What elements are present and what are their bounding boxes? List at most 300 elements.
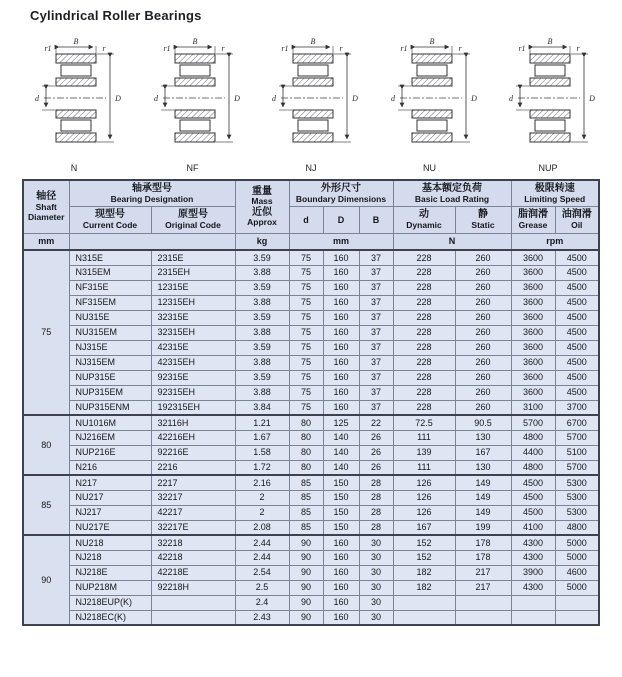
value-cell bbox=[393, 595, 455, 610]
value-cell: 5300 bbox=[555, 505, 599, 520]
value-cell: 160 bbox=[323, 250, 359, 265]
value-cell: 126 bbox=[393, 475, 455, 490]
original-code-cell: 42216EH bbox=[151, 430, 235, 445]
table-row bbox=[23, 460, 599, 475]
current-code-cell: NJ218EC(K) bbox=[69, 610, 151, 625]
value-cell: 30 bbox=[359, 580, 393, 595]
col-header-boundary-dimensions bbox=[289, 180, 393, 207]
current-code-cell: NUP218M bbox=[69, 580, 151, 595]
value-cell: 3600 bbox=[511, 295, 555, 310]
current-code-cell: NF315EM bbox=[69, 295, 151, 310]
bearing-cross-section-drawing bbox=[382, 34, 478, 162]
original-code-cell: 42315E bbox=[151, 340, 235, 355]
value-cell: 3.59 bbox=[235, 280, 289, 295]
value-cell: 4500 bbox=[555, 250, 599, 265]
value-cell: 167 bbox=[393, 520, 455, 535]
unit-speed-rpm: rpm bbox=[511, 233, 599, 250]
value-cell: 3600 bbox=[511, 250, 555, 265]
value-cell: 1.58 bbox=[235, 445, 289, 460]
value-cell: 85 bbox=[289, 505, 323, 520]
value-cell: 260 bbox=[455, 250, 511, 265]
value-cell: 260 bbox=[455, 265, 511, 280]
svg-text:D: D bbox=[470, 94, 477, 103]
col-header-static bbox=[455, 207, 511, 233]
current-code-cell: N217 bbox=[69, 475, 151, 490]
value-cell: 30 bbox=[359, 535, 393, 550]
current-code-cell: NU218 bbox=[69, 535, 151, 550]
value-cell: 72.5 bbox=[393, 415, 455, 430]
value-cell: 75 bbox=[289, 310, 323, 325]
value-cell: 2.4 bbox=[235, 595, 289, 610]
value-cell: 5700 bbox=[511, 415, 555, 430]
col-header-shaft-cn: 轴径 bbox=[36, 191, 57, 203]
table-row bbox=[23, 325, 599, 340]
col-header-current-en: Current Code bbox=[82, 219, 138, 230]
table-row bbox=[23, 595, 599, 610]
col-header-designation-en: Bearing Designation bbox=[110, 193, 194, 204]
original-code-cell: 32217E bbox=[151, 520, 235, 535]
table-row bbox=[23, 355, 599, 370]
value-cell: 90 bbox=[289, 595, 323, 610]
svg-text:r: r bbox=[457, 44, 462, 53]
col-header-oil-cn: 油润滑 bbox=[561, 209, 592, 221]
diagram-type-label: NJ bbox=[305, 163, 317, 173]
value-cell bbox=[555, 595, 599, 610]
original-code-cell: 42218E bbox=[151, 565, 235, 580]
value-cell: 260 bbox=[455, 325, 511, 340]
svg-text:B: B bbox=[310, 37, 316, 46]
current-code-cell: NJ315E bbox=[69, 340, 151, 355]
value-cell: 3.88 bbox=[235, 295, 289, 310]
diagram-type-label: N bbox=[70, 163, 78, 173]
value-cell: 149 bbox=[455, 505, 511, 520]
col-header-dynamic-en: Dynamic bbox=[406, 219, 442, 230]
value-cell: 30 bbox=[359, 565, 393, 580]
value-cell: 160 bbox=[323, 370, 359, 385]
value-cell: 26 bbox=[359, 430, 393, 445]
col-header-original-en: Original Code bbox=[165, 219, 221, 230]
value-cell: 182 bbox=[393, 580, 455, 595]
value-cell: 160 bbox=[323, 280, 359, 295]
current-code-cell: NJ216EM bbox=[69, 430, 151, 445]
value-cell: 37 bbox=[359, 400, 393, 415]
current-code-cell: NUP315EM bbox=[69, 385, 151, 400]
value-cell: 37 bbox=[359, 355, 393, 370]
original-code-cell: 92315EH bbox=[151, 385, 235, 400]
original-code-cell: 42218 bbox=[151, 550, 235, 565]
svg-text:D: D bbox=[352, 94, 358, 103]
original-code-cell: 92216E bbox=[151, 445, 235, 460]
col-header-d: d bbox=[289, 207, 323, 233]
value-cell: 4500 bbox=[511, 475, 555, 490]
current-code-cell: NU217 bbox=[69, 490, 151, 505]
value-cell: 260 bbox=[455, 295, 511, 310]
value-cell: 30 bbox=[359, 610, 393, 625]
col-header-designation-cn: 轴承型号 bbox=[132, 183, 172, 194]
bearing-cross-section-drawing bbox=[26, 34, 122, 162]
value-cell: 6700 bbox=[555, 415, 599, 430]
value-cell: 160 bbox=[323, 400, 359, 415]
value-cell: 90 bbox=[289, 535, 323, 550]
value-cell: 85 bbox=[289, 520, 323, 535]
value-cell: 3100 bbox=[511, 400, 555, 415]
value-cell: 3600 bbox=[511, 340, 555, 355]
col-header-dynamic bbox=[393, 207, 455, 233]
value-cell: 85 bbox=[289, 475, 323, 490]
table-row bbox=[23, 415, 599, 430]
value-cell: 75 bbox=[289, 385, 323, 400]
svg-text:r1: r1 bbox=[281, 44, 289, 53]
value-cell: 26 bbox=[359, 460, 393, 475]
value-cell: 160 bbox=[323, 340, 359, 355]
table-row bbox=[23, 280, 599, 295]
value-cell: 160 bbox=[323, 580, 359, 595]
value-cell: 152 bbox=[393, 550, 455, 565]
value-cell: 160 bbox=[323, 550, 359, 565]
value-cell: 2.16 bbox=[235, 475, 289, 490]
value-cell: 37 bbox=[359, 295, 393, 310]
table-row bbox=[23, 550, 599, 565]
col-header-dims-en: Boundary Dimensions bbox=[295, 193, 387, 204]
table-row bbox=[23, 340, 599, 355]
value-cell: 4600 bbox=[555, 565, 599, 580]
current-code-cell: NU217E bbox=[69, 520, 151, 535]
bearing-cross-section-drawing bbox=[500, 34, 596, 162]
value-cell: 5000 bbox=[555, 550, 599, 565]
table-row bbox=[23, 400, 599, 415]
col-header-oil bbox=[555, 207, 599, 233]
col-header-B: B bbox=[359, 207, 393, 233]
svg-text:r: r bbox=[339, 44, 343, 53]
value-cell: 150 bbox=[323, 520, 359, 535]
col-header-mass-cn: 重量 bbox=[252, 185, 272, 197]
bearings-table bbox=[22, 179, 600, 626]
col-header-original-code bbox=[151, 207, 235, 233]
value-cell: 5100 bbox=[555, 445, 599, 460]
table-row bbox=[23, 430, 599, 445]
current-code-cell: NJ218 bbox=[69, 550, 151, 565]
diagram-type-label: NUP bbox=[538, 163, 558, 173]
col-header-bearing-designation bbox=[69, 180, 235, 207]
svg-text:r1: r1 bbox=[399, 44, 408, 53]
value-cell: 85 bbox=[289, 490, 323, 505]
value-cell: 4500 bbox=[555, 340, 599, 355]
value-cell: 217 bbox=[455, 565, 511, 580]
col-header-limiting-speed bbox=[511, 180, 599, 207]
col-header-static-cn: 静 bbox=[478, 209, 488, 221]
value-cell: 75 bbox=[289, 295, 323, 310]
col-header-mass-en: Mass bbox=[251, 196, 273, 206]
table-header bbox=[23, 180, 599, 250]
svg-text:r1: r1 bbox=[44, 44, 52, 53]
value-cell: 3.88 bbox=[235, 265, 289, 280]
col-header-mass-cn2: 近似 bbox=[252, 206, 272, 218]
value-cell: 167 bbox=[455, 445, 511, 460]
value-cell: 22 bbox=[359, 415, 393, 430]
value-cell: 3.88 bbox=[235, 385, 289, 400]
original-code-cell: 2315EH bbox=[151, 265, 235, 280]
value-cell bbox=[555, 610, 599, 625]
value-cell: 160 bbox=[323, 595, 359, 610]
col-header-D: D bbox=[323, 207, 359, 233]
value-cell: 28 bbox=[359, 520, 393, 535]
value-cell: 152 bbox=[393, 535, 455, 550]
value-cell: 37 bbox=[359, 280, 393, 295]
value-cell bbox=[393, 610, 455, 625]
shaft-diameter-cell: 90 bbox=[23, 535, 69, 625]
table-row bbox=[23, 265, 599, 280]
value-cell bbox=[455, 610, 511, 625]
col-header-load-en: Basic Load Rating bbox=[414, 193, 490, 204]
value-cell: 260 bbox=[455, 310, 511, 325]
value-cell: 228 bbox=[393, 385, 455, 400]
value-cell bbox=[455, 595, 511, 610]
current-code-cell: NJ218EUP(K) bbox=[69, 595, 151, 610]
value-cell: 160 bbox=[323, 535, 359, 550]
value-cell: 3600 bbox=[511, 385, 555, 400]
value-cell: 37 bbox=[359, 250, 393, 265]
value-cell: 160 bbox=[323, 355, 359, 370]
value-cell: 228 bbox=[393, 400, 455, 415]
value-cell: 199 bbox=[455, 520, 511, 535]
value-cell: 130 bbox=[455, 430, 511, 445]
col-header-oil-en: Oil bbox=[571, 219, 583, 230]
value-cell: 160 bbox=[323, 565, 359, 580]
value-cell: 160 bbox=[323, 265, 359, 280]
value-cell: 28 bbox=[359, 490, 393, 505]
value-cell: 3.59 bbox=[235, 250, 289, 265]
value-cell: 80 bbox=[289, 415, 323, 430]
svg-text:d: d bbox=[35, 94, 39, 103]
svg-text:D: D bbox=[233, 94, 240, 103]
value-cell: 80 bbox=[289, 445, 323, 460]
original-code-cell: 12315EH bbox=[151, 295, 235, 310]
value-cell: 130 bbox=[455, 460, 511, 475]
unit-shaft-mm: mm bbox=[23, 233, 69, 250]
value-cell: 3900 bbox=[511, 565, 555, 580]
bearing-diagram bbox=[145, 34, 241, 173]
col-header-original-cn: 原型号 bbox=[178, 209, 208, 221]
value-cell: 149 bbox=[455, 475, 511, 490]
current-code-cell: NU315E bbox=[69, 310, 151, 325]
value-cell: 140 bbox=[323, 445, 359, 460]
table-row bbox=[23, 520, 599, 535]
value-cell: 260 bbox=[455, 400, 511, 415]
value-cell: 90 bbox=[289, 580, 323, 595]
svg-text:d: d bbox=[272, 94, 276, 103]
value-cell: 160 bbox=[323, 325, 359, 340]
value-cell: 3600 bbox=[511, 325, 555, 340]
diagram-type-label: NF bbox=[186, 163, 199, 173]
original-code-cell: 92218H bbox=[151, 580, 235, 595]
original-code-cell: 32217 bbox=[151, 490, 235, 505]
svg-text:B: B bbox=[429, 37, 434, 46]
value-cell: 111 bbox=[393, 460, 455, 475]
value-cell: 126 bbox=[393, 490, 455, 505]
value-cell: 2 bbox=[235, 490, 289, 505]
value-cell: 2.54 bbox=[235, 565, 289, 580]
value-cell: 3700 bbox=[555, 400, 599, 415]
value-cell: 260 bbox=[455, 340, 511, 355]
svg-text:r1: r1 bbox=[162, 44, 171, 53]
svg-text:d: d bbox=[153, 94, 158, 103]
value-cell: 228 bbox=[393, 325, 455, 340]
value-cell: 37 bbox=[359, 340, 393, 355]
value-cell: 4500 bbox=[555, 370, 599, 385]
value-cell: 26 bbox=[359, 445, 393, 460]
value-cell: 160 bbox=[323, 295, 359, 310]
bearing-diagram bbox=[263, 34, 359, 173]
current-code-cell: N216 bbox=[69, 460, 151, 475]
table-row bbox=[23, 535, 599, 550]
value-cell: 1.67 bbox=[235, 430, 289, 445]
table-row bbox=[23, 610, 599, 625]
col-header-grease-en: Grease bbox=[518, 219, 548, 230]
value-cell: 5000 bbox=[555, 580, 599, 595]
value-cell: 228 bbox=[393, 355, 455, 370]
value-cell: 5700 bbox=[555, 460, 599, 475]
value-cell: 3600 bbox=[511, 310, 555, 325]
table-row bbox=[23, 580, 599, 595]
value-cell: 28 bbox=[359, 475, 393, 490]
col-header-basic-load-rating bbox=[393, 180, 511, 207]
value-cell: 3.59 bbox=[235, 310, 289, 325]
value-cell: 178 bbox=[455, 550, 511, 565]
value-cell: 1.21 bbox=[235, 415, 289, 430]
table-row bbox=[23, 490, 599, 505]
value-cell: 260 bbox=[455, 385, 511, 400]
value-cell: 37 bbox=[359, 310, 393, 325]
value-cell: 75 bbox=[289, 265, 323, 280]
value-cell: 111 bbox=[393, 430, 455, 445]
original-code-cell: 92315E bbox=[151, 370, 235, 385]
value-cell: 37 bbox=[359, 265, 393, 280]
value-cell: 260 bbox=[455, 370, 511, 385]
value-cell: 2.44 bbox=[235, 535, 289, 550]
current-code-cell: NF315E bbox=[69, 280, 151, 295]
unit-designation-blank bbox=[69, 233, 235, 250]
value-cell: 3.59 bbox=[235, 370, 289, 385]
value-cell: 4400 bbox=[511, 445, 555, 460]
value-cell: 4500 bbox=[555, 385, 599, 400]
value-cell: 150 bbox=[323, 505, 359, 520]
value-cell: 4800 bbox=[511, 430, 555, 445]
table-row bbox=[23, 385, 599, 400]
current-code-cell: NUP315E bbox=[69, 370, 151, 385]
original-code-cell: 32315EH bbox=[151, 325, 235, 340]
col-header-dims-cn: 外形尺寸 bbox=[321, 183, 361, 194]
value-cell: 2.44 bbox=[235, 550, 289, 565]
original-code-cell bbox=[151, 595, 235, 610]
value-cell: 80 bbox=[289, 430, 323, 445]
original-code-cell: 192315EH bbox=[151, 400, 235, 415]
table-row bbox=[23, 565, 599, 580]
value-cell: 75 bbox=[289, 250, 323, 265]
value-cell: 90 bbox=[289, 565, 323, 580]
unit-mass-kg: kg bbox=[235, 233, 289, 250]
col-header-grease bbox=[511, 207, 555, 233]
shaft-diameter-cell: 80 bbox=[23, 415, 69, 475]
svg-text:r: r bbox=[102, 44, 106, 53]
col-header-speed-cn: 极限转速 bbox=[534, 183, 575, 194]
value-cell: 75 bbox=[289, 280, 323, 295]
value-cell: 178 bbox=[455, 535, 511, 550]
value-cell: 90.5 bbox=[455, 415, 511, 430]
value-cell: 30 bbox=[359, 595, 393, 610]
value-cell: 37 bbox=[359, 385, 393, 400]
svg-text:D: D bbox=[589, 94, 595, 103]
value-cell: 4300 bbox=[511, 550, 555, 565]
original-code-cell: 2217 bbox=[151, 475, 235, 490]
value-cell: 4500 bbox=[555, 310, 599, 325]
col-header-speed-en: Limiting Speed bbox=[524, 193, 586, 204]
value-cell: 5700 bbox=[555, 430, 599, 445]
value-cell: 80 bbox=[289, 460, 323, 475]
svg-text:r: r bbox=[220, 44, 225, 53]
current-code-cell: NJ217 bbox=[69, 505, 151, 520]
svg-text:r1: r1 bbox=[518, 44, 526, 53]
value-cell: 4500 bbox=[555, 355, 599, 370]
value-cell: 217 bbox=[455, 580, 511, 595]
table-row bbox=[23, 370, 599, 385]
value-cell: 160 bbox=[323, 610, 359, 625]
original-code-cell: 2315E bbox=[151, 250, 235, 265]
value-cell: 3600 bbox=[511, 280, 555, 295]
value-cell: 228 bbox=[393, 295, 455, 310]
bearing-diagram bbox=[26, 34, 122, 173]
value-cell: 37 bbox=[359, 370, 393, 385]
value-cell: 2 bbox=[235, 505, 289, 520]
value-cell bbox=[511, 595, 555, 610]
current-code-cell: N315E bbox=[69, 250, 151, 265]
current-code-cell: NUP315ENM bbox=[69, 400, 151, 415]
svg-text:d: d bbox=[509, 94, 513, 103]
value-cell: 4300 bbox=[511, 580, 555, 595]
value-cell: 3.59 bbox=[235, 340, 289, 355]
value-cell: 260 bbox=[455, 355, 511, 370]
unit-dims-mm: mm bbox=[289, 233, 393, 250]
unit-load-n: N bbox=[393, 233, 511, 250]
table-row bbox=[23, 250, 599, 265]
value-cell: 3.88 bbox=[235, 355, 289, 370]
value-cell: 2.08 bbox=[235, 520, 289, 535]
current-code-cell: NJ315EM bbox=[69, 355, 151, 370]
value-cell: 5300 bbox=[555, 475, 599, 490]
svg-text:B: B bbox=[192, 37, 197, 46]
value-cell: 3600 bbox=[511, 370, 555, 385]
value-cell: 228 bbox=[393, 310, 455, 325]
table-row bbox=[23, 295, 599, 310]
value-cell: 3.88 bbox=[235, 325, 289, 340]
original-code-cell: 42217 bbox=[151, 505, 235, 520]
value-cell: 150 bbox=[323, 490, 359, 505]
col-header-shaft-en1: Shaft bbox=[35, 201, 57, 212]
value-cell: 3600 bbox=[511, 265, 555, 280]
value-cell: 75 bbox=[289, 340, 323, 355]
col-header-current-cn: 现型号 bbox=[95, 209, 125, 221]
table-row bbox=[23, 445, 599, 460]
diagram-type-label: NU bbox=[423, 163, 436, 173]
value-cell: 28 bbox=[359, 505, 393, 520]
col-header-mass bbox=[235, 180, 289, 233]
value-cell: 4500 bbox=[555, 280, 599, 295]
value-cell: 260 bbox=[455, 280, 511, 295]
diagrams-row bbox=[0, 25, 622, 173]
value-cell: 150 bbox=[323, 475, 359, 490]
value-cell: 139 bbox=[393, 445, 455, 460]
value-cell: 75 bbox=[289, 325, 323, 340]
table-row bbox=[23, 475, 599, 490]
